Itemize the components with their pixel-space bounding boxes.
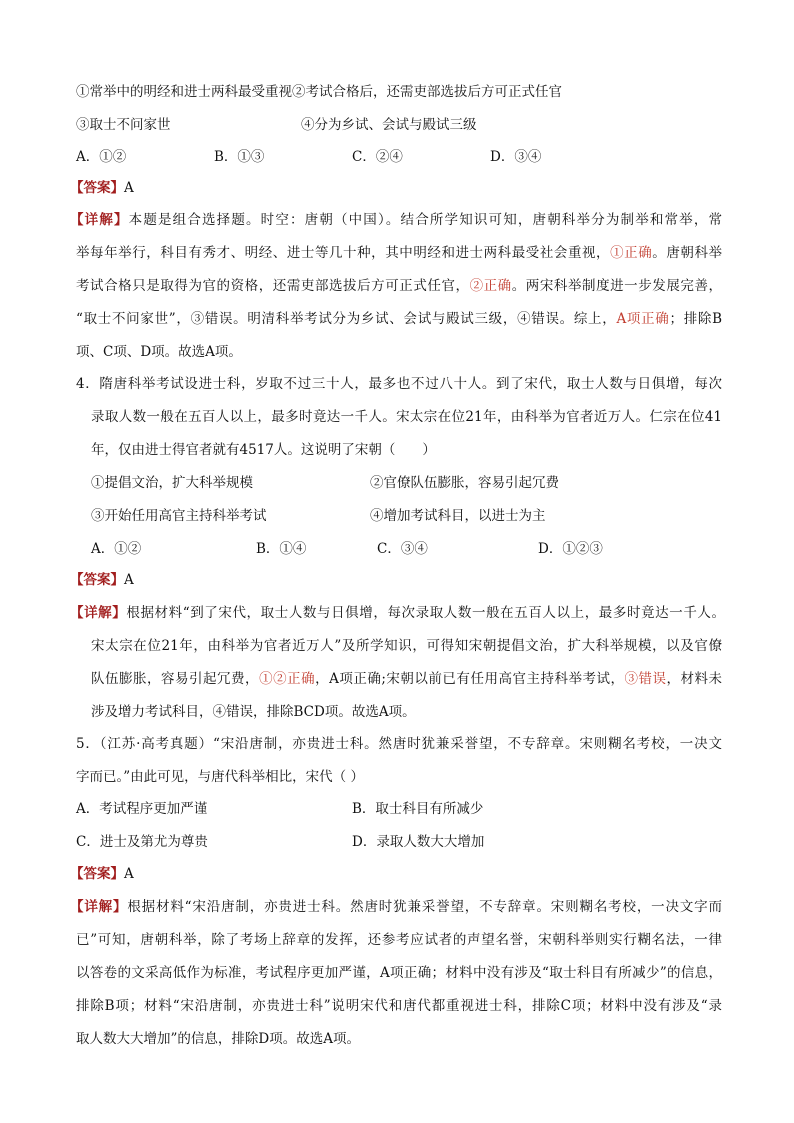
q4-stem-line-3: 年，仅由进士得官者就有4517人。这说明了宋朝（ ） (91, 442, 436, 458)
q3-option-d: D．③④ (490, 149, 542, 165)
q4-detail-text: 根据材料“到了宋代，取士人数与日俱增，每次录取人数一般在五百人以上，最多时竟达一千人。 (126, 605, 725, 621)
answer-tag: 【答案】 (70, 180, 124, 196)
q3-detail-text: 。唐朝科举 (652, 245, 723, 261)
q4-statement-2: ②官僚队伍膨胀，容易引起冗费 (370, 475, 559, 491)
q4-detail-highlight: ①②正确 (259, 671, 316, 687)
q3-detail-line-4 (76, 309, 722, 329)
q3-detail-text: 本题是组合选择题。时空：唐朝（中国）。结合所学知识可知，唐朝科举分为制举和常举，常 (128, 212, 723, 228)
q3-option-c: C．②④ (352, 149, 403, 165)
answer-tag: 【答案】 (70, 866, 124, 882)
q5-detail-line-3: 以答卷的文采高低作为标准，考试程序更加严谨，A项正确；材料中没有涉及“取士科目有所减少”的信息， (76, 965, 722, 981)
q4-detail-line-1 (70, 603, 725, 623)
q5-option-c: C．进士及第尤为尊贵 (76, 834, 208, 850)
q3-statements-1-2: ①常举中的明经和进士两科最受重视②考试合格后，还需吏部选拔后方可正式任官 (76, 84, 562, 100)
q4-option-d: D．①②③ (538, 541, 603, 557)
q3-statement-3: ③取士不问家世 (76, 117, 171, 133)
q4-detail-line-3 (91, 669, 722, 689)
q3-answer (70, 178, 134, 198)
q4-answer (70, 570, 134, 590)
q4-detail-highlight: ③错误 (624, 671, 667, 687)
q5-option-a: A．考试程序更加严谨 (76, 801, 208, 817)
q5-stem-line-2: 字而已。”由此可见，与唐代科举相比，宋代（ ） (76, 769, 364, 785)
q4-detail-text: 队伍膨胀，容易引起冗费， (91, 671, 260, 687)
answer-value: A (124, 180, 134, 196)
q5-detail-line-1 (70, 897, 722, 917)
q5-detail-line-4: 排除B项；材料“宋沿唐制，亦贵进士科”说明宋代和唐代都重视进士科，排除C项；材料中没有涉及“录 (76, 998, 722, 1014)
q3-detail-highlight: ②正确 (469, 278, 512, 294)
q4-detail-text: ，材料未 (666, 671, 723, 687)
q3-detail-line-5: 项、C项、D项。故选A项。 (76, 344, 242, 360)
q3-detail-text: 。两宋科举制度进一步发展完善， (511, 278, 723, 294)
answer-value: A (124, 866, 134, 882)
q5-option-b: B．取士科目有所减少 (352, 801, 484, 817)
q3-option-a: A．①② (76, 149, 127, 165)
q5-detail-line-5: 取人数大大增加”的信息，排除D项。故选A项。 (76, 1031, 360, 1047)
q4-stem-line-1: 4．隋唐科举考试设进士科，岁取不过三十人，最多也不过八十人。到了宋代，取士人数与日俱增，每次 (76, 376, 722, 392)
q3-detail-text: 举每年举行，科目有秀才、明经、进士等几十种，其中明经和进士两科最受社会重视， (76, 245, 611, 261)
q5-stem-line-1: 5．（江苏·高考真题）“宋沿唐制，亦贵进士科。然唐时犹兼采誉望，不专辞章。宋则糊名考校，一决文 (76, 736, 722, 752)
detail-tag: 【详解】 (70, 605, 127, 621)
q3-detail-text: ；排除B (669, 311, 723, 327)
q3-detail-line-1 (70, 210, 722, 230)
q4-option-b: B．①④ (256, 541, 307, 557)
q3-detail-text: 考试合格只是取得为官的资格，还需吏部选拔后方可正式任官， (76, 278, 470, 294)
q4-statement-4: ④增加考试科目，以进士为主 (370, 508, 546, 524)
q4-option-a: A．①② (91, 541, 142, 557)
q5-answer (70, 864, 134, 884)
q4-option-c: C．③④ (377, 541, 428, 557)
q3-option-b: B．①③ (214, 149, 265, 165)
q4-statement-3: ③开始任用高官主持科举考试 (91, 508, 267, 524)
detail-tag: 【详解】 (70, 212, 129, 228)
q4-detail-line-2: 宋太宗在位21年，由科举为官者近万人”及所学知识，可得知宋朝提倡文治，扩大科举规模，以及官僚 (91, 638, 722, 654)
q3-detail-line-2 (76, 243, 722, 263)
q5-option-d: D．录取人数大大增加 (352, 834, 485, 850)
answer-value: A (124, 572, 134, 588)
q3-detail-text: “取士不问家世”，③错误。明清科举考试分为乡试、会试与殿试三级，④错误。综上， (76, 311, 617, 327)
detail-tag: 【详解】 (70, 899, 128, 915)
answer-tag: 【答案】 (70, 572, 124, 588)
q3-detail-highlight: A项正确 (616, 311, 670, 327)
q4-stem-line-2: 录取人数一般在五百人以上，最多时竟达一千人。宋太宗在位21年，由科举为官者近万人。仁宗在位41 (91, 409, 722, 425)
q3-statement-4: ④分为乡试、会试与殿试三级 (301, 117, 477, 133)
q3-detail-highlight: ①正确 (610, 245, 653, 261)
q4-detail-text: ，A项正确;宋朝以前已有任用高官主持科举考试， (315, 671, 625, 687)
q5-detail-line-2: 已”可知，唐朝科举，除了考场上辞章的发挥，还参考应试者的声望名誉，宋朝科举则实行糊名法，一律 (76, 932, 722, 948)
q4-statement-1: ①提倡文治，扩大科举规模 (91, 475, 253, 491)
q5-detail-text: 根据材料“宋沿唐制，亦贵进士科。然唐时犹兼采誉望，不专辞章。宋则糊名考校，一决文字而 (127, 899, 722, 915)
q4-detail-line-4: 涉及增力考试科目，④错误，排除BCD项。故选A项。 (91, 704, 416, 720)
q3-detail-line-3 (76, 276, 722, 296)
